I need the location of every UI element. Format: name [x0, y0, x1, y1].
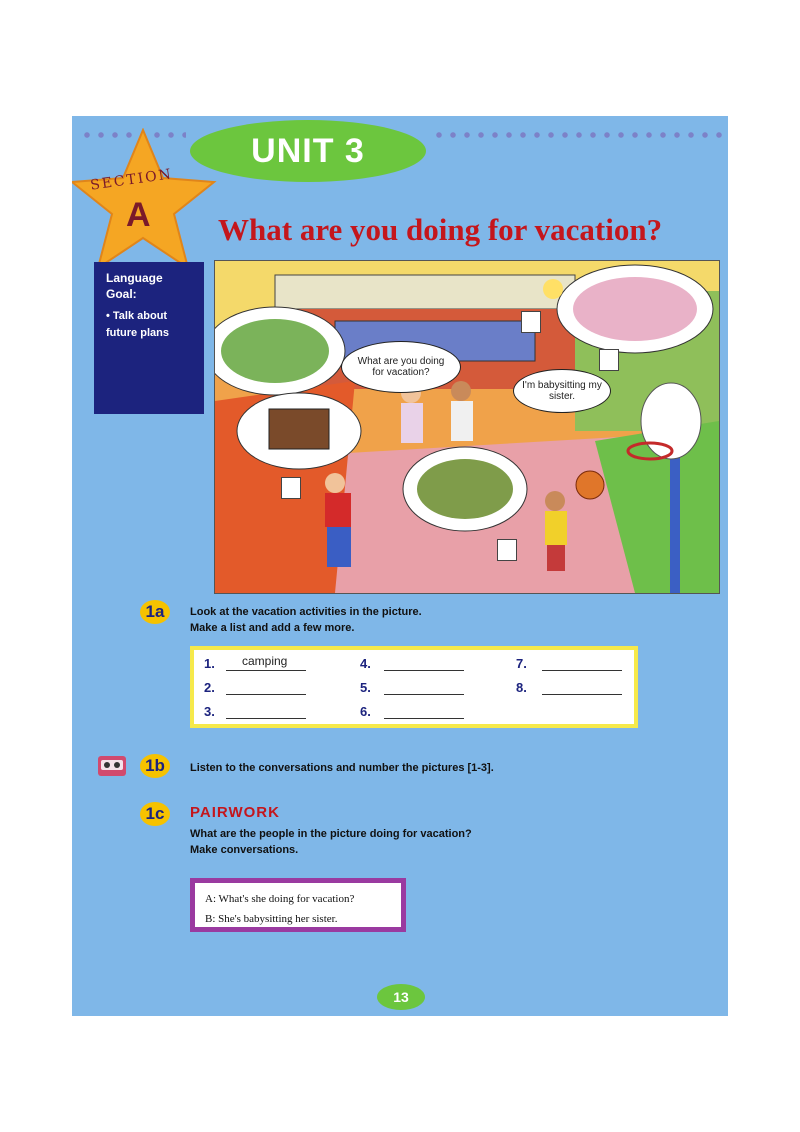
page-title: What are you doing for vacation? [218, 212, 663, 247]
page-number: 13 [377, 984, 425, 1010]
language-goal-box [94, 262, 204, 414]
picture-number-box-2[interactable] [599, 349, 619, 371]
textbook-page [72, 116, 728, 1016]
dialog-line-a: A: What's she doing for vacation? [205, 893, 355, 905]
list-answer-1[interactable]: camping [242, 654, 288, 668]
activity-1c-badge: 1c [140, 802, 170, 826]
activity-1b-badge: 1b [140, 754, 170, 778]
activity-1a-instructions: Look at the vacation activities in the picture. Make a list and add a few more. [190, 606, 422, 634]
answer-line [226, 670, 306, 671]
illustration-scene [215, 261, 719, 593]
list-number: 8. [516, 680, 527, 695]
activity-1c-instructions: What are the people in the picture doing for vacation? Make conversations. [190, 828, 472, 856]
answer-line-8[interactable] [542, 694, 622, 695]
pairwork-heading: PAIRWORK [190, 804, 280, 821]
activity-1b-instructions: Listen to the conversations and number the pictures [1-3]. [190, 762, 494, 774]
list-number: 2. [204, 680, 215, 695]
unit-label: UNIT 3 [251, 131, 365, 170]
section-letter: A [126, 196, 151, 234]
speech-bubble-answer: I'm babysitting my sister. [513, 369, 611, 413]
dotted-divider-right [432, 131, 724, 139]
goal-item: • Talk about future plans [106, 310, 169, 339]
list-number: 1. [204, 656, 215, 671]
list-number: 4. [360, 656, 371, 671]
list-number: 3. [204, 704, 215, 719]
unit-banner [190, 120, 426, 182]
speech-bubble-question: What are you doing for vacation? [341, 341, 461, 393]
picture-number-box-4[interactable] [497, 539, 517, 561]
vacation-list [194, 650, 634, 724]
list-number: 6. [360, 704, 371, 719]
cassette-icon [98, 756, 126, 776]
dialog-line-b: B: She's babysitting her sister. [205, 913, 338, 925]
goal-heading: Language Goal: [106, 271, 163, 301]
activity-1a-badge: 1a [140, 600, 170, 624]
answer-line-5[interactable] [384, 694, 464, 695]
section-label: SECTION [89, 166, 174, 194]
vacation-list-box [190, 646, 638, 728]
list-number: 5. [360, 680, 371, 695]
answer-line-2[interactable] [226, 694, 306, 695]
sample-dialog-box [190, 878, 406, 932]
list-number: 7. [516, 656, 527, 671]
answer-line-6[interactable] [384, 718, 464, 719]
answer-line-4[interactable] [384, 670, 464, 671]
picture-number-box-3[interactable] [281, 477, 301, 499]
answer-line-7[interactable] [542, 670, 622, 671]
vacation-illustration [214, 260, 720, 594]
picture-number-box-1[interactable] [521, 311, 541, 333]
answer-line-3[interactable] [226, 718, 306, 719]
